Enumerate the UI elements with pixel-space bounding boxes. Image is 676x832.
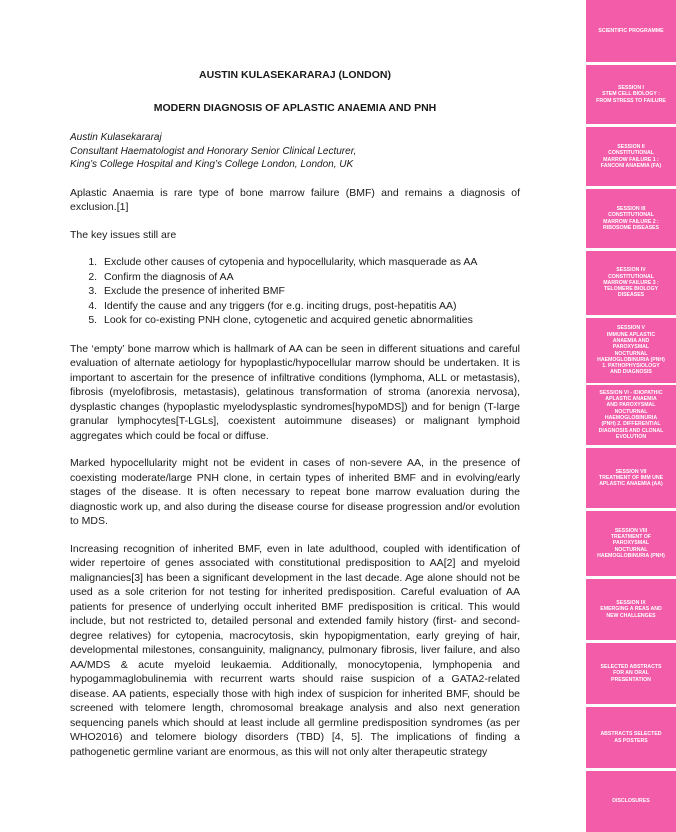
- key-issue-item: 4. Identify the cause and any triggers (for e.g. inciting drugs, post-hepatitis AA): [100, 299, 520, 314]
- sidebar-item-scientific-programme[interactable]: SCIENTIFIC PROGRAMME: [586, 0, 676, 62]
- body-paragraph-1: The ‘empty’ bone marrow which is hallmark of AA can be seen in different situations and careful evaluation of alternate aetiology for hypoplastic/hypocellular marrow should be undertaken. It is important to ascertain for the presence of infiltrative conditions (lymphoma, ALL or metastasis), fibrosis (myelofibrosis, metastasis), gelatinous transformation of stroma (anorexia nervosa), dysplastic changes (hypoplastic myelodysplastic syndromes[hypoMDS]) and for benign (T-large granular lymphocytes[T-LGLs], coexistent autoimmune diseases) or malignant lymphoid aggregates which could be focal or diffuse.: [70, 342, 520, 442]
- document-body: [70, 68, 520, 772]
- author-affiliation: King’s College Hospital and King’s College London, London, UK: [70, 159, 354, 170]
- author-block: [70, 131, 520, 172]
- sidebar-item-session-2[interactable]: SESSION II CONSTITUTIONAL MARROW FAILURE 1 : FANCONI ANAEMIA (FA): [586, 127, 676, 186]
- sidebar-item-session-8[interactable]: SESSION VIII TREATMENT OF PAROXYSMAL NOCTURNAL HAEMOGLOBINURIA (PNH): [586, 511, 676, 576]
- sidebar-item-session-3[interactable]: SESSION III CONSTITUTIONAL MARROW FAILURE 2 : RIBOSOME DISEASES: [586, 189, 676, 248]
- sidebar-item-poster-abstracts[interactable]: ABSTRACTS SELECTED AS POSTERS: [586, 707, 676, 768]
- intro-paragraph: Aplastic Anaemia is rare type of bone marrow failure (BMF) and remains a diagnosis of exclusion.[1]: [70, 186, 520, 213]
- document-subtitle: MODERN DIAGNOSIS OF APLASTIC ANAEMIA AND PNH: [153, 101, 437, 114]
- body-paragraph-2: Marked hypocellularity might not be evident in cases of non-severe AA, in the presence of coexisting moderate/large PNH clone, in certain types of inherited BMF and in evolving/early stages of the disease. It is often necessary to repeat bone marrow evaluation during the diagnostic work up, and also during the disease course for disease progression and/or evolution to MDS.: [70, 457, 520, 527]
- sidebar-item-session-9[interactable]: SESSION IX EMERGING A REAS AND NEW CHALLENGES: [586, 579, 676, 640]
- sidebar-item-disclosures[interactable]: DISCLOSURES: [586, 771, 676, 832]
- key-issue-item: 3. Exclude the presence of inherited BMF: [100, 284, 520, 299]
- programme-sidebar: [586, 0, 676, 832]
- sidebar-item-session-6[interactable]: SESSION VI - IDIOPATHIC APLASTIC ANAEMIA AND PAROXYSMAL NOCTURNAL HAEMOGLOBINURIA (PNH) 2. DIFFERENTIAL DIAGNOSIS AND CLONAL EVOLUTION: [586, 385, 676, 445]
- key-issue-item: 1. Exclude other causes of cytopenia and hypocellularity, which masquerade as AA: [100, 255, 520, 270]
- sidebar-item-session-5[interactable]: SESSION V IMMUNE APLASTIC ANAEMIA AND PAROXYSMAL NOCTURNAL HAEMOGLOBINURIA (PNH) 1. PATHOPHYSIOLOGY AND DIAGNOSIS: [586, 318, 676, 383]
- key-issues-heading: The key issues still are: [70, 228, 177, 241]
- document-title: AUSTIN KULASEKARARAJ (LONDON): [199, 69, 391, 81]
- key-issue-item: 2. Confirm the diagnosis of AA: [100, 270, 520, 285]
- sidebar-item-session-1[interactable]: SESSION I STEM CELL BIOLOGY : FROM STRESS TO FAILURE: [586, 65, 676, 124]
- key-issue-item: 5. Look for co-existing PNH clone, cytogenetic and acquired genetic abnormalities: [100, 313, 520, 328]
- author-role: Consultant Haematologist and Honorary Senior Clinical Lecturer,: [70, 145, 357, 157]
- sidebar-item-session-4[interactable]: SESSION IV CONSTITUTIONAL MARROW FAILURE 3 : TELOMERE BIOLOGY DISEASES: [586, 251, 676, 315]
- author-name: Austin Kulasekararaj: [70, 132, 162, 143]
- sidebar-item-oral-abstracts[interactable]: SELECTED ABSTRACTS FOR AN ORAL PRESENTATION: [586, 643, 676, 704]
- key-issues-list: [70, 255, 520, 328]
- sidebar-item-session-7[interactable]: SESSION VII TREATMENT OF IMM UNE APLASTIC ANAEMIA (AA): [586, 448, 676, 508]
- body-paragraph-3: Increasing recognition of inherited BMF, even in late adulthood, coupled with identification of wider repertoire of genes associated with constitutional predisposition to AA[2] and myeloid malignancies[3] has been a significant development in the last decade. Age alone should not be used as a sole criterion for not testing for inherited predisposition. Careful evaluation of AA patients for presence of underlying occult inherited BMF predisposition is critical. This would include, but not restricted to, detailed personal and extended family history (first- and second-degree relatives) for cytopenia, macrocytosis, skin hypopigmentation, early greying of hair, developmental milestones, consanguinity, malignancy, pulmonary fibrosis, liver failure, and also AA/MDS & acute myeloid leukaemia. Additionally, monocytopenia, lymphopenia and hypogammaglobulinemia with recurrent warts should raise suspicion of a GATA2-related disease. AA patients, especially those with high index of suspicion for inherited BMF, should be screened with telomere length, chromosomal breakage analysis and also next generation sequencing panels which should at least include all germline predisposition syndromes (as per WHO2016) and telomere biology disorders (TBD) [4, 5]. The implications of finding a pathogenetic germline variant are enormous, as this will not only alter therapeutic strategy: [70, 542, 520, 758]
